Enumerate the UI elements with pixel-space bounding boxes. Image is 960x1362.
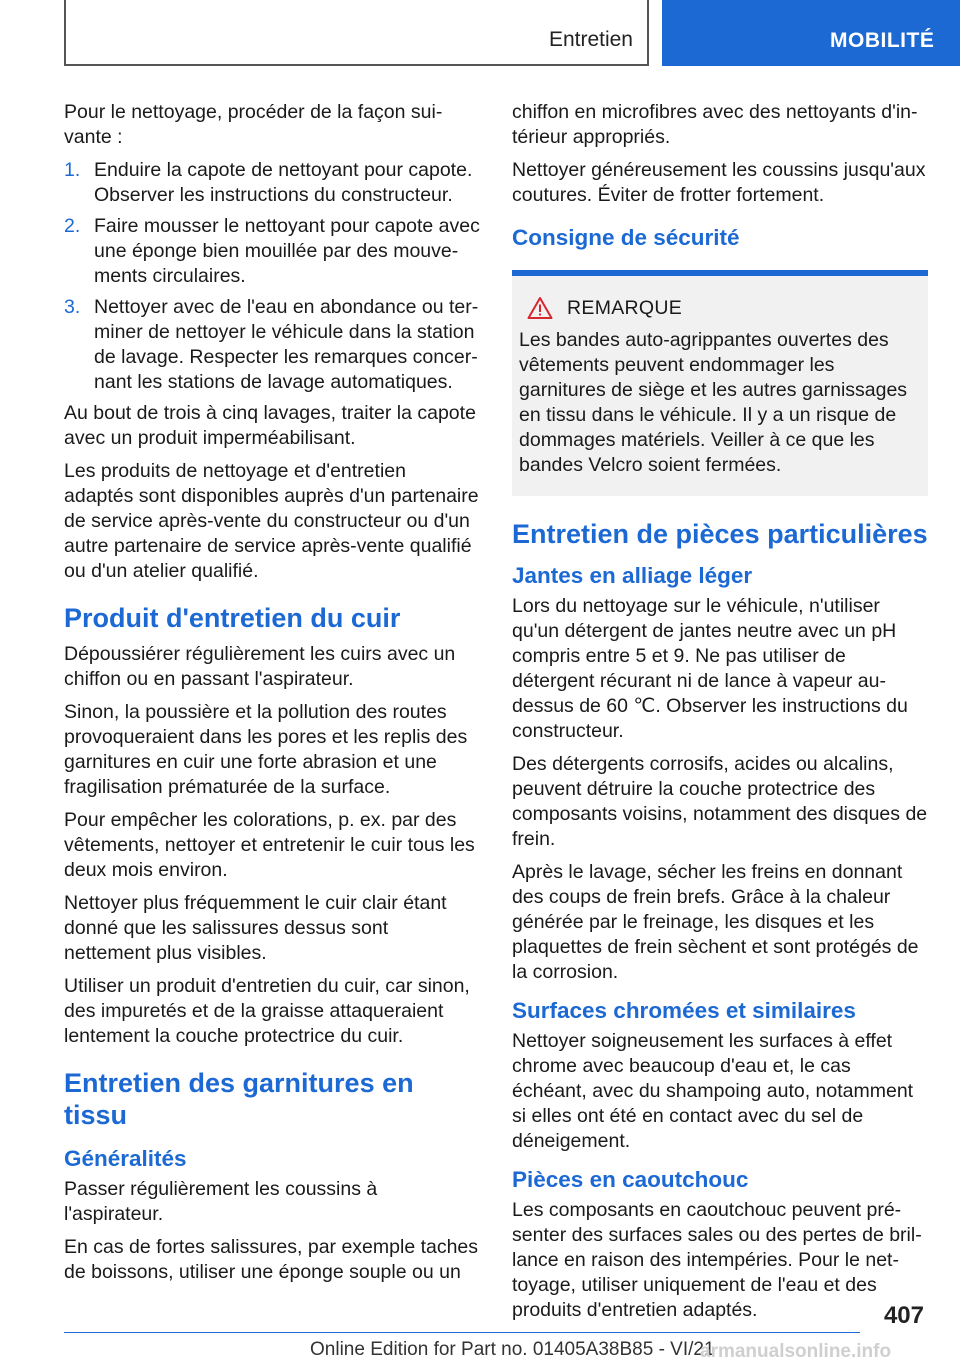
paragraph: Après le lavage, sécher les freins en donnant des coups de frein brefs. Grâce à la chaleur générée par le freinage, les disques et les plaquettes de frein sèchent et sont protégés de la corrosion. — [512, 861, 919, 983]
paragraph: chiffon en microfibres avec des nettoyants d'intérieur appropriés. — [512, 101, 918, 148]
header-section-box — [64, 0, 649, 66]
paragraph: Des détergents corrosifs, acides ou alcalins, peuvent détruire la couche protectrice des composants voisins, notamment des disques de frein. — [512, 753, 928, 850]
step-text: Faire mousser le nettoyant pour capote avec une éponge bien mouillée par des mouvements circulaires. — [94, 215, 480, 287]
step-text: Enduire la capote de nettoyant pour capote. Observer les instructions du constructeur. — [94, 159, 473, 206]
heading-fabric-care: Entretien des garnitures en tissu — [64, 1068, 414, 1130]
heading-special-parts: Entretien de pièces particulières — [512, 519, 928, 549]
page-number: 407 — [883, 1302, 924, 1329]
paragraph: Utiliser un produit d'entretien du cuir, car sinon, des impuretés et de la graisse attaqueraient lentement la couche protectrice du cuir. — [64, 975, 470, 1047]
intro-paragraph: Pour le nettoyage, procéder de la façon suivante : — [64, 101, 443, 148]
warning-triangle-icon — [527, 296, 553, 320]
footer-edition: Online Edition for Part no. 01405A38B85 - VI/21 — [310, 1339, 715, 1360]
footer-divider — [64, 1332, 860, 1333]
step-number: 2. — [64, 215, 81, 237]
paragraph: Sinon, la poussière et la pollution des routes provoqueraient dans les pores et les replis des garnitures en cuir une forte abrasion et une fragilisation prématurée de la surface. — [64, 701, 468, 798]
heading-chrome-surfaces: Surfaces chromées et similaires — [512, 998, 856, 1023]
step-number: 1. — [64, 159, 81, 181]
paragraph: Nettoyer plus fréquemment le cuir clair étant donné que les salissures dessus sont nettement plus visibles. — [64, 892, 447, 964]
paragraph: Nettoyer soigneusement les surfaces à effet chrome avec beaucoup d'eau et, le cas échéant, avec du shampoing auto, notamment si elles ont été en contact avec du sel de déneigement. — [512, 1030, 914, 1152]
header-section-title: Entretien — [548, 28, 633, 51]
watermark: armanualsonline.info — [700, 1341, 892, 1362]
paragraph: Passer régulièrement les coussins à l'aspirateur. — [64, 1178, 378, 1225]
notice-text: Les bandes auto-agrippantes ouvertes des vêtements peuvent endommager les garnitures de siège et les autres garnissages en tissu dans le véhicule. Il y a un risque de dommages matériels. Veiller à ce que les bandes Velcro soient fermées. — [519, 329, 908, 476]
heading-leather-care: Produit d'entretien du cuir — [64, 603, 401, 633]
paragraph: En cas de fortes salissures, par exemple taches de boissons, utiliser une éponge souple ou un — [64, 1236, 479, 1283]
header-chapter-title: MOBILITÉ — [830, 29, 935, 52]
notice-header — [519, 296, 920, 320]
list-item — [64, 214, 480, 289]
paragraph: Dépoussiérer régulièrement les cuirs avec un chiffon ou en passant l'aspirateur. — [64, 643, 456, 690]
step-number: 3. — [64, 296, 81, 318]
paragraph: Lors du nettoyage sur le véhicule, n'utiliser qu'un détergent de jantes neutre avec un pH compris entre 5 et 9. Ne pas utiliser de détergent récurant ni de lance à vapeur au-dessus de 60 ℃. Observer les instructions du constructeur. — [512, 595, 908, 742]
step-text: Nettoyer avec de l'eau en abondance ou terminer de nettoyer le véhicule dans la station de lavage. Respecter les remarques concernant les stations de lavage automatiques. — [94, 296, 479, 393]
paragraph: Les composants en caoutchouc peuvent présenter des surfaces sales ou des pertes de brillance en raison des intempéries. Pour le nettoyage, utiliser uniquement de l'eau et des produits d'entretien adaptés. — [512, 1199, 922, 1321]
paragraph: Nettoyer généreusement les coussins jusqu'aux coutures. Éviter de frotter fortement. — [512, 159, 926, 206]
right-column — [512, 100, 928, 1331]
safety-notice-box — [512, 270, 928, 496]
heading-safety-notice: Consigne de sécurité — [512, 225, 740, 250]
left-column — [64, 100, 480, 1293]
heading-rubber-parts: Pièces en caoutchouc — [512, 1167, 749, 1192]
heading-general: Généralités — [64, 1146, 187, 1171]
header-chapter-tab — [662, 0, 960, 66]
paragraph: Pour empêcher les colorations, p. ex. par des vêtements, nettoyer et entretenir le cuir tous les deux mois environ. — [64, 809, 475, 881]
list-item — [64, 158, 480, 208]
paragraph: Au bout de trois à cinq lavages, traiter la capote avec un produit imperméabilisant. — [64, 402, 476, 449]
notice-title: REMARQUE — [567, 296, 683, 319]
paragraph: Les produits de nettoyage et d'entretien adaptés sont disponibles auprès d'un partenaire de service après-vente du constructeur ou d'un autre partenaire de service après-vente qualifié ou d'un atelier qualifié. — [64, 460, 479, 582]
heading-alloy-wheels: Jantes en alliage léger — [512, 563, 753, 588]
list-item — [64, 295, 480, 395]
cleaning-steps-list — [64, 158, 480, 395]
